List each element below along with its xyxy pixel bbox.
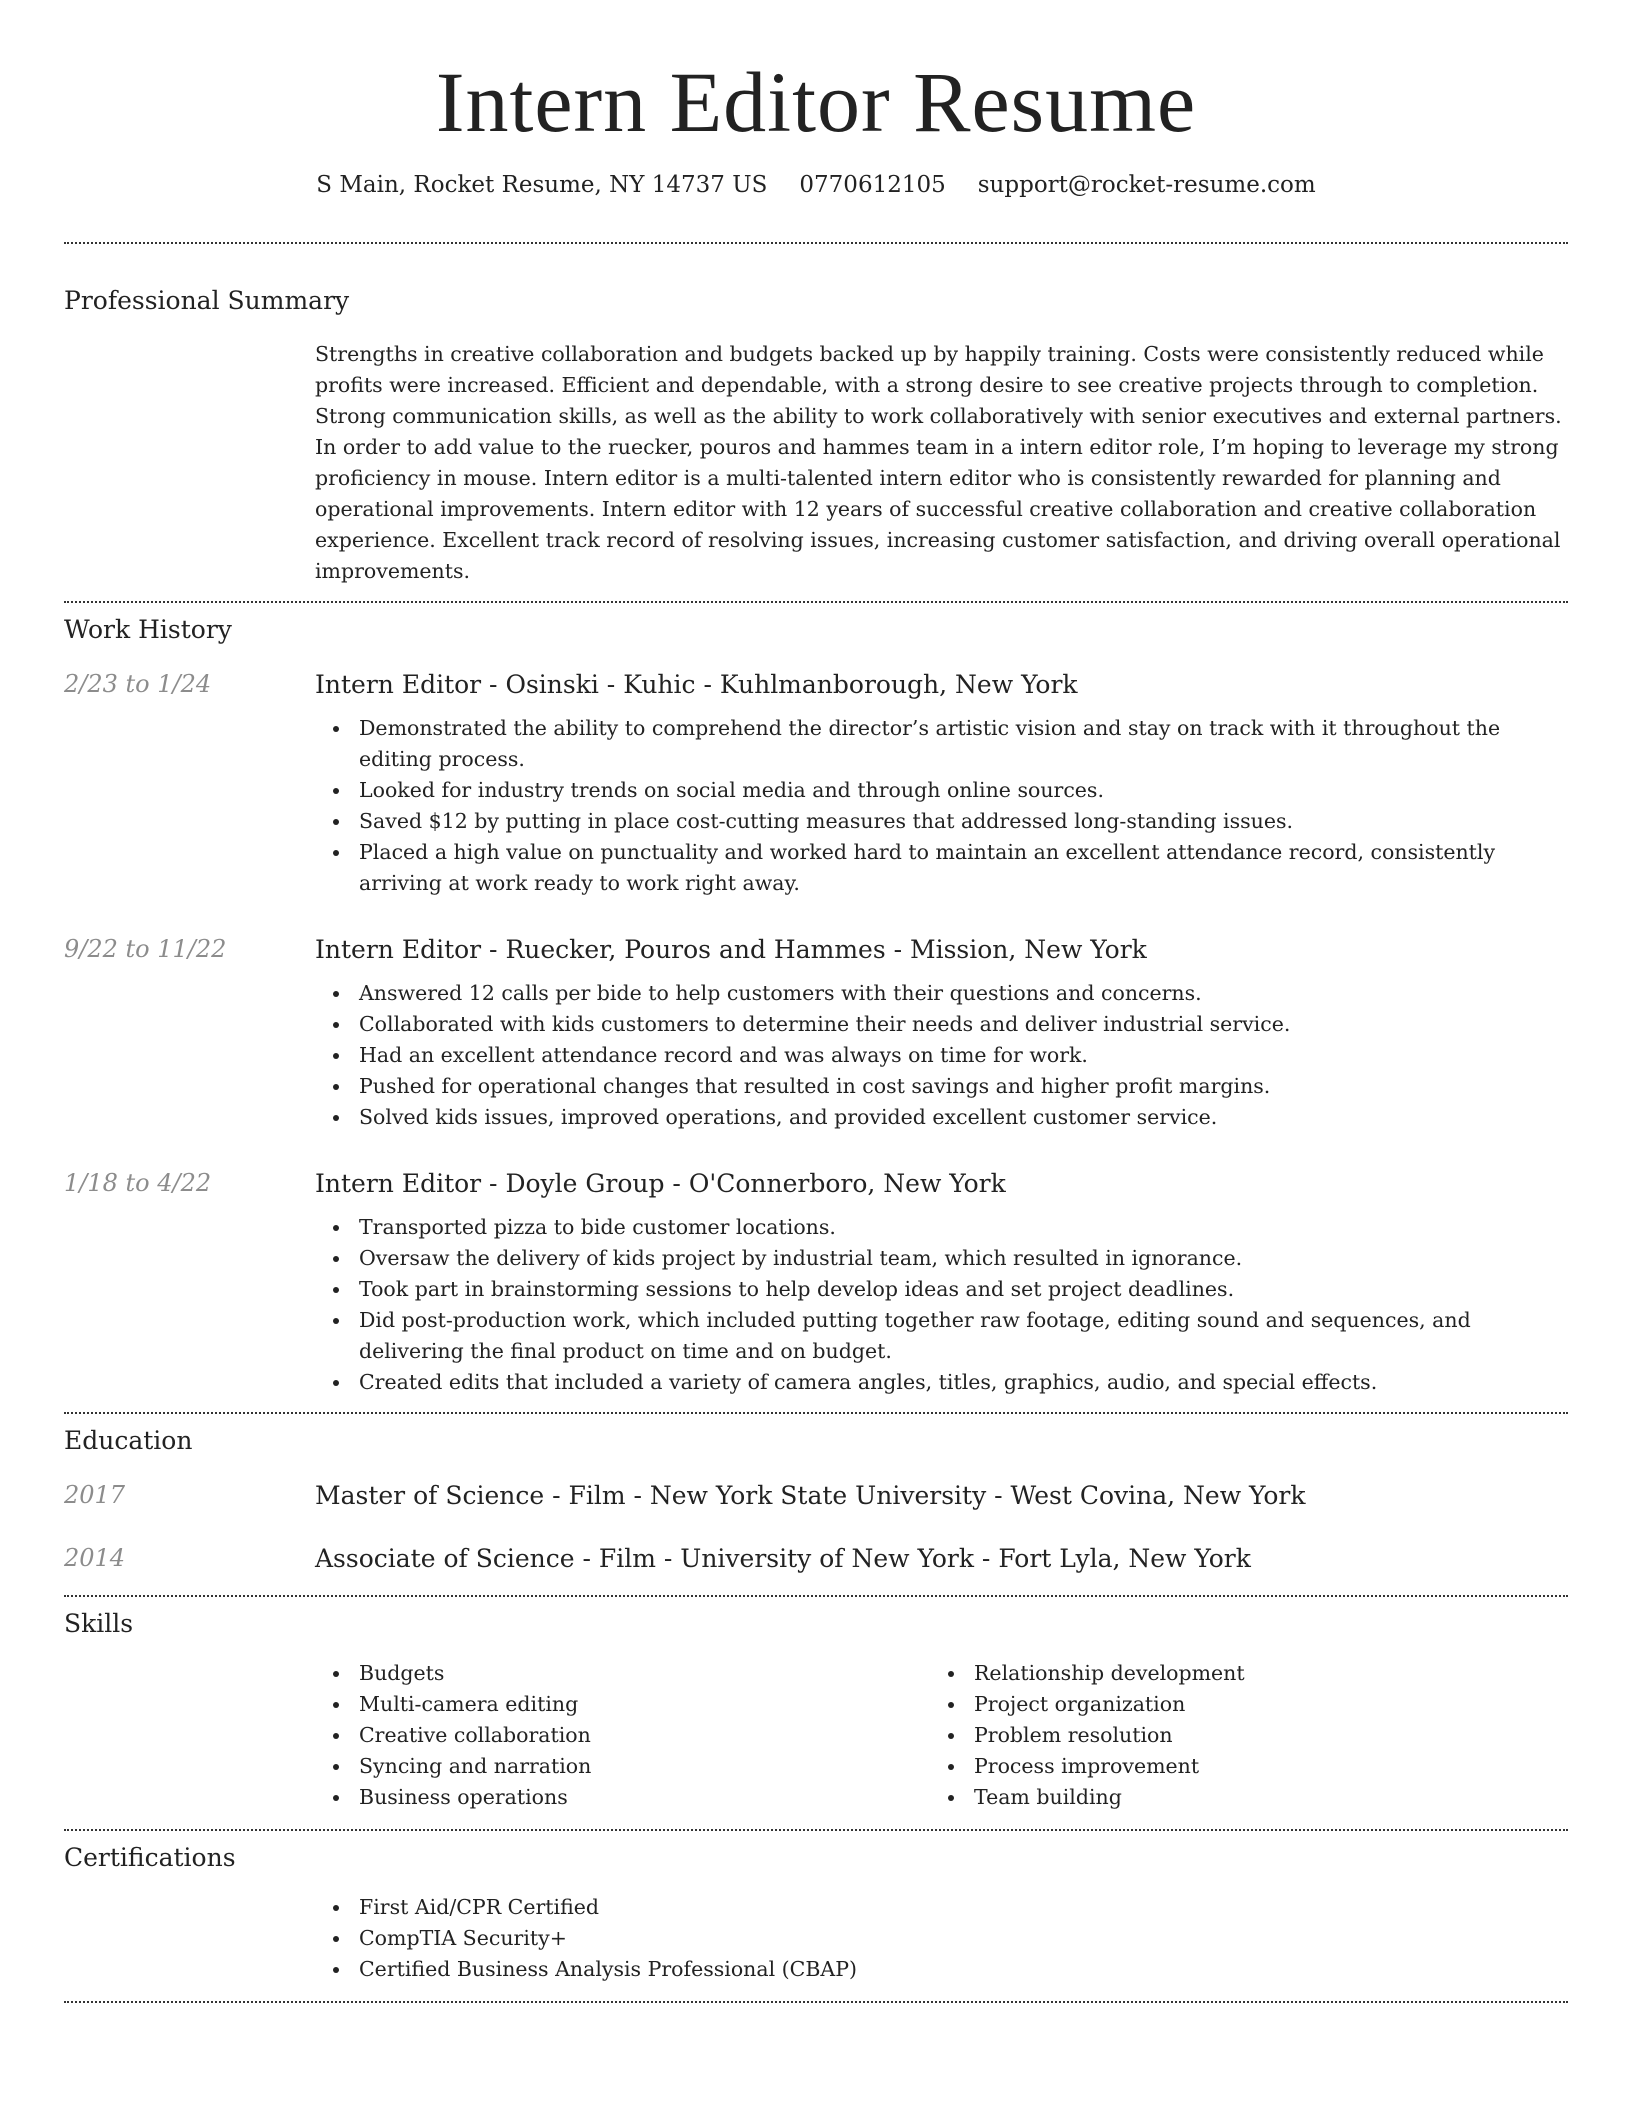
contact-email[interactable]: support@rocket-resume.com	[977, 172, 1316, 198]
education-entry	[64, 1544, 1568, 1573]
skill-item: Team building	[974, 1782, 1545, 1813]
skill-item: Creative collaboration	[359, 1720, 930, 1751]
certifications-list	[315, 1892, 1568, 1985]
skill-item: Project organization	[974, 1689, 1545, 1720]
resume-page	[64, 0, 1568, 2003]
skills-heading: Skills	[64, 1609, 134, 1638]
job-title: Intern Editor - Doyle Group - O'Connerboro, New York	[315, 1169, 1006, 1198]
job-bullets	[315, 713, 1568, 899]
divider	[64, 1412, 1568, 1414]
contact-phone: 0770612105	[799, 172, 946, 198]
list-item: Had an excellent attendance record and was always on time for work.	[359, 1040, 1568, 1071]
list-item: Collaborated with kids customers to determine their needs and deliver industrial service.	[359, 1009, 1568, 1040]
summary-text: Strengths in creative collaboration and budgets backed up by happily training. Costs were consistently reduced while profits were increased. Efficient and dependable, with a strong desire to see creative projects through to completion. Strong communication skills, as well as the ability to work collaboratively with senior executives and external partners. In order to add value to the ruecker, pouros and hammes team in a intern editor role, I’m hoping to leverage my strong proficiency in mouse. Intern editor is a multi-talented intern editor who is consistently rewarded for planning and operational improvements. Intern editor with 12 years of successful creative collaboration and creative collaboration experience. Excellent track record of resolving issues, increasing customer satisfaction, and driving overall operational improvements.	[315, 342, 1562, 583]
list-item: Transported pizza to bide customer locations.	[359, 1212, 1568, 1243]
skill-item: Multi-camera editing	[359, 1689, 930, 1720]
contact-address: S Main, Rocket Resume, NY 14737 US	[316, 172, 768, 198]
list-item: Saved $12 by putting in place cost-cutting measures that addressed long-standing issues.	[359, 806, 1568, 837]
resume-header	[64, 0, 1568, 198]
skill-item: Budgets	[359, 1658, 930, 1689]
list-item: Looked for industry trends on social media and through online sources.	[359, 775, 1568, 806]
skill-item: Problem resolution	[974, 1720, 1545, 1751]
education-section	[64, 1426, 1568, 1573]
divider	[64, 2001, 1568, 2003]
education-heading: Education	[64, 1426, 193, 1455]
job-bullets	[315, 978, 1568, 1133]
skill-item: Business operations	[359, 1782, 930, 1813]
job-bullets	[315, 1212, 1568, 1398]
job-title: Intern Editor - Osinski - Kuhic - Kuhlmanborough, New York	[315, 670, 1078, 699]
education-entry	[64, 1481, 1568, 1510]
education-year: 2014	[64, 1544, 126, 1572]
job-entry	[64, 1169, 1568, 1398]
certifications-section	[64, 1843, 1568, 1985]
contact-line	[64, 172, 1568, 198]
divider	[64, 242, 1568, 244]
list-item: Solved kids issues, improved operations, and provided excellent customer service.	[359, 1102, 1568, 1133]
list-item: Placed a high value on punctuality and worked hard to maintain an excellent attendance record, consistently arriving at work ready to work right away.	[359, 837, 1568, 899]
list-item: Took part in brainstorming sessions to help develop ideas and set project deadlines.	[359, 1274, 1568, 1305]
skill-item: Process improvement	[974, 1751, 1545, 1782]
certification-item: Certified Business Analysis Professional (CBAP)	[359, 1954, 1568, 1985]
education-year: 2017	[64, 1481, 126, 1509]
job-dates: 2/23 to 1/24	[64, 670, 212, 698]
summary-section	[64, 286, 1568, 587]
job-title: Intern Editor - Ruecker, Pouros and Hammes - Mission, New York	[315, 935, 1147, 964]
list-item: Did post-production work, which included putting together raw footage, editing sound and sequences, and delivering the final product on time and on budget.	[359, 1305, 1568, 1367]
certification-item: First Aid/CPR Certified	[359, 1892, 1568, 1923]
work-history-heading: Work History	[64, 615, 232, 644]
job-entry	[64, 670, 1568, 899]
divider	[64, 601, 1568, 603]
job-dates: 1/18 to 4/22	[64, 1169, 212, 1197]
skills-list-right	[930, 1658, 1545, 1813]
resume-title: Intern Editor Resume	[435, 54, 1197, 150]
list-item: Answered 12 calls per bide to help customers with their questions and concerns.	[359, 978, 1568, 1009]
skills-section	[64, 1609, 1568, 1813]
divider	[64, 1829, 1568, 1831]
education-degree: Master of Science - Film - New York State University - West Covina, New York	[315, 1481, 1306, 1510]
skill-item: Relationship development	[974, 1658, 1545, 1689]
job-dates: 9/22 to 11/22	[64, 935, 227, 963]
summary-heading: Professional Summary	[64, 286, 350, 315]
divider	[64, 1595, 1568, 1597]
certifications-heading: Certifications	[64, 1843, 236, 1872]
skill-item: Syncing and narration	[359, 1751, 930, 1782]
certification-item: CompTIA Security+	[359, 1923, 1568, 1954]
list-item: Created edits that included a variety of camera angles, titles, graphics, audio, and special effects.	[359, 1367, 1568, 1398]
list-item: Oversaw the delivery of kids project by industrial team, which resulted in ignorance.	[359, 1243, 1568, 1274]
education-degree: Associate of Science - Film - University of New York - Fort Lyla, New York	[315, 1544, 1251, 1573]
list-item: Pushed for operational changes that resulted in cost savings and higher profit margins.	[359, 1071, 1568, 1102]
work-history-section	[64, 615, 1568, 1398]
job-entry	[64, 935, 1568, 1133]
skills-list-left	[315, 1658, 930, 1813]
list-item: Demonstrated the ability to comprehend the director’s artistic vision and stay on track with it throughout the editing process.	[359, 713, 1568, 775]
